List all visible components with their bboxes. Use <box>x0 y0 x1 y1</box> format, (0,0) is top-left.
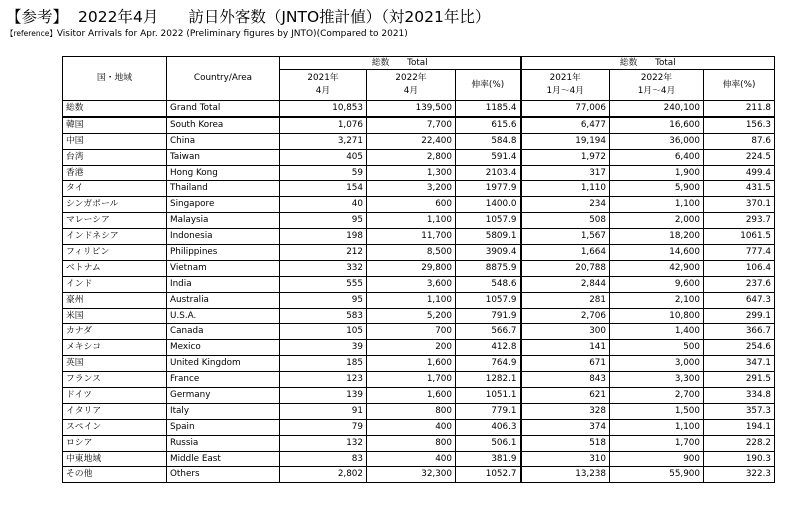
cell-2021-april: 2,802 <box>280 467 367 483</box>
cell-2021-april: 154 <box>280 181 367 197</box>
table-row <box>63 276 775 292</box>
cell-region-jp: 英国 <box>63 356 167 372</box>
cell-2022-april: 400 <box>367 451 456 467</box>
header-2021-april <box>280 70 367 101</box>
cell-2022-april: 22,400 <box>367 133 456 149</box>
header-region-jp: 国・地域 <box>63 57 167 101</box>
cell-2022-ytd: 18,200 <box>610 229 704 245</box>
table-row <box>63 197 775 213</box>
cell-2022-ytd: 3,000 <box>610 356 704 372</box>
cell-region-jp: その他 <box>63 467 167 483</box>
cell-2022-april: 5,200 <box>367 308 456 324</box>
cell-region-jp: 中東地域 <box>63 451 167 467</box>
cell-country-en: U.S.A. <box>167 308 280 324</box>
table-row <box>63 165 775 181</box>
cell-growth-ytd: 366.7 <box>704 324 775 340</box>
header-2021-ytd-year: 2021年 <box>549 73 581 83</box>
table-row <box>63 133 775 149</box>
cell-2021-ytd: 281 <box>521 292 610 308</box>
cell-2021-april: 212 <box>280 245 367 261</box>
cell-2022-april: 800 <box>367 435 456 451</box>
cell-2022-ytd: 10,800 <box>610 308 704 324</box>
cell-region-jp: 中国 <box>63 133 167 149</box>
cell-region-jp: フランス <box>63 372 167 388</box>
cell-2022-ytd: 1,900 <box>610 165 704 181</box>
cell-2021-april: 185 <box>280 356 367 372</box>
cell-2021-april: 95 <box>280 292 367 308</box>
cell-growth-ytd: 87.6 <box>704 133 775 149</box>
cell-growth-april: 584.8 <box>456 133 521 149</box>
table-row <box>63 388 775 404</box>
cell-2022-ytd: 1,700 <box>610 435 704 451</box>
cell-growth-april: 1051.1 <box>456 388 521 404</box>
cell-2022-ytd: 1,500 <box>610 403 704 419</box>
cell-2022-april: 1,100 <box>367 292 456 308</box>
cell-region-jp: ドイツ <box>63 388 167 404</box>
cell-region-jp: シンガポール <box>63 197 167 213</box>
cell-2021-ytd: 2,706 <box>521 308 610 324</box>
cell-country-en: Spain <box>167 419 280 435</box>
cell-growth-ytd: 357.3 <box>704 403 775 419</box>
cell-country-en: Italy <box>167 403 280 419</box>
subtitle-reference-tag: 【reference】 <box>6 29 57 38</box>
cell-2022-april: 1,300 <box>367 165 456 181</box>
cell-growth-ytd: 156.3 <box>704 117 775 133</box>
cell-growth-ytd: 291.5 <box>704 372 775 388</box>
cell-growth-ytd: 370.1 <box>704 197 775 213</box>
header-country-en: Country/Area <box>167 57 280 101</box>
cell-region-jp: 韓国 <box>63 117 167 133</box>
cell-2022-ytd: 240,100 <box>610 101 704 117</box>
table-row <box>63 101 775 117</box>
cell-country-en: Australia <box>167 292 280 308</box>
cell-2021-april: 405 <box>280 149 367 165</box>
cell-growth-april: 779.1 <box>456 403 521 419</box>
cell-2022-april: 700 <box>367 324 456 340</box>
table-row <box>63 340 775 356</box>
cell-2022-april: 3,200 <box>367 181 456 197</box>
cell-growth-ytd: 228.2 <box>704 435 775 451</box>
cell-growth-ytd: 334.8 <box>704 388 775 404</box>
cell-2022-ytd: 9,600 <box>610 276 704 292</box>
cell-growth-april: 1282.1 <box>456 372 521 388</box>
cell-growth-april: 1057.9 <box>456 213 521 229</box>
cell-2021-ytd: 20,788 <box>521 260 610 276</box>
cell-growth-ytd: 190.3 <box>704 451 775 467</box>
cell-2022-april: 3,600 <box>367 276 456 292</box>
cell-country-en: Russia <box>167 435 280 451</box>
cell-region-jp: イタリア <box>63 403 167 419</box>
cell-country-en: China <box>167 133 280 149</box>
title-month: 2022年4月 <box>78 8 159 26</box>
cell-region-jp: スペイン <box>63 419 167 435</box>
cell-growth-april: 1977.9 <box>456 181 521 197</box>
cell-2021-ytd: 1,567 <box>521 229 610 245</box>
subtitle-text: Visitor Arrivals for Apr. 2022 (Preliminary figures by JNTO)(Compared to 2021) <box>56 29 408 39</box>
cell-2022-ytd: 16,600 <box>610 117 704 133</box>
cell-country-en: Taiwan <box>167 149 280 165</box>
cell-2021-ytd: 508 <box>521 213 610 229</box>
table-row <box>63 229 775 245</box>
cell-2021-april: 95 <box>280 213 367 229</box>
cell-2022-ytd: 1,100 <box>610 419 704 435</box>
table-row <box>63 181 775 197</box>
cell-2021-ytd: 1,972 <box>521 149 610 165</box>
table-row <box>63 467 775 483</box>
cell-2021-ytd: 2,844 <box>521 276 610 292</box>
cell-2022-april: 29,800 <box>367 260 456 276</box>
cell-growth-april: 548.6 <box>456 276 521 292</box>
cell-region-jp: カナダ <box>63 324 167 340</box>
header-2022-april-year: 2022年 <box>395 73 427 83</box>
header-2022-ytd-year: 2022年 <box>640 73 673 83</box>
cell-2022-april: 1,600 <box>367 388 456 404</box>
cell-2021-april: 1,076 <box>280 117 367 133</box>
cell-growth-april: 1400.0 <box>456 197 521 213</box>
cell-growth-april: 2103.4 <box>456 165 521 181</box>
cell-region-jp: 豪州 <box>63 292 167 308</box>
cell-country-en: Germany <box>167 388 280 404</box>
cell-2021-ytd: 300 <box>521 324 610 340</box>
cell-2021-ytd: 1,664 <box>521 245 610 261</box>
table-row <box>63 356 775 372</box>
cell-growth-april: 1185.4 <box>456 101 521 117</box>
cell-2022-april: 32,300 <box>367 467 456 483</box>
cell-growth-ytd: 431.5 <box>704 181 775 197</box>
cell-2021-april: 132 <box>280 435 367 451</box>
cell-growth-april: 615.6 <box>456 117 521 133</box>
table-row <box>63 324 775 340</box>
cell-region-jp: 香港 <box>63 165 167 181</box>
header-total-group-ytd: 総数 Total <box>521 57 775 70</box>
cell-country-en: Others <box>167 467 280 483</box>
cell-growth-april: 1052.7 <box>456 467 521 483</box>
cell-2021-ytd: 77,006 <box>521 101 610 117</box>
cell-growth-ytd: 211.8 <box>704 101 775 117</box>
cell-2022-april: 2,800 <box>367 149 456 165</box>
cell-2022-ytd: 900 <box>610 451 704 467</box>
cell-country-en: Canada <box>167 324 280 340</box>
cell-growth-ytd: 1061.5 <box>704 229 775 245</box>
cell-growth-ytd: 194.1 <box>704 419 775 435</box>
cell-country-en: Malaysia <box>167 213 280 229</box>
cell-2022-april: 800 <box>367 403 456 419</box>
table-row <box>63 451 775 467</box>
table-row <box>63 435 775 451</box>
cell-2021-ytd: 374 <box>521 419 610 435</box>
table-row <box>63 260 775 276</box>
cell-2022-ytd: 1,100 <box>610 197 704 213</box>
table-body <box>63 101 775 483</box>
cell-growth-april: 791.9 <box>456 308 521 324</box>
table-row <box>63 149 775 165</box>
cell-growth-ytd: 254.6 <box>704 340 775 356</box>
cell-growth-ytd: 322.3 <box>704 467 775 483</box>
header-total-group-april: 総数 Total <box>280 57 521 70</box>
cell-2022-april: 1,600 <box>367 356 456 372</box>
header-2022-ytd <box>610 70 704 101</box>
header-2021-april-month: 4月 <box>315 86 331 96</box>
cell-country-en: Philippines <box>167 245 280 261</box>
header-growth-ytd: 伸率(%) <box>704 70 775 101</box>
cell-growth-ytd: 347.1 <box>704 356 775 372</box>
cell-2021-april: 10,853 <box>280 101 367 117</box>
cell-2021-ytd: 13,238 <box>521 467 610 483</box>
cell-2021-april: 91 <box>280 403 367 419</box>
cell-region-jp: 台湾 <box>63 149 167 165</box>
cell-2021-ytd: 317 <box>521 165 610 181</box>
cell-region-jp: フィリピン <box>63 245 167 261</box>
title-reference-tag: 【参考】 <box>6 8 69 26</box>
visitor-arrivals-table <box>62 56 775 483</box>
table-row <box>63 372 775 388</box>
cell-2022-ytd: 6,400 <box>610 149 704 165</box>
cell-2021-april: 105 <box>280 324 367 340</box>
table-row <box>63 308 775 324</box>
cell-growth-april: 506.1 <box>456 435 521 451</box>
cell-growth-april: 406.3 <box>456 419 521 435</box>
header-2022-ytd-months: 1月～4月 <box>637 86 676 96</box>
table-row <box>63 245 775 261</box>
cell-2022-ytd: 5,900 <box>610 181 704 197</box>
cell-region-jp: マレーシア <box>63 213 167 229</box>
page-title <box>6 5 490 27</box>
cell-country-en: France <box>167 372 280 388</box>
cell-2022-ytd: 500 <box>610 340 704 356</box>
cell-region-jp: メキシコ <box>63 340 167 356</box>
cell-growth-april: 1057.9 <box>456 292 521 308</box>
cell-country-en: India <box>167 276 280 292</box>
cell-growth-ytd: 237.6 <box>704 276 775 292</box>
cell-country-en: Middle East <box>167 451 280 467</box>
cell-2022-ytd: 36,000 <box>610 133 704 149</box>
cell-2021-ytd: 671 <box>521 356 610 372</box>
cell-region-jp: インド <box>63 276 167 292</box>
cell-2021-ytd: 843 <box>521 372 610 388</box>
cell-growth-ytd: 106.4 <box>704 260 775 276</box>
header-2022-april <box>367 70 456 101</box>
cell-2021-april: 39 <box>280 340 367 356</box>
cell-2022-ytd: 14,600 <box>610 245 704 261</box>
cell-growth-ytd: 293.7 <box>704 213 775 229</box>
cell-2021-ytd: 234 <box>521 197 610 213</box>
cell-2022-ytd: 1,400 <box>610 324 704 340</box>
cell-region-jp: 総数 <box>63 101 167 117</box>
cell-2022-ytd: 42,900 <box>610 260 704 276</box>
table-row <box>63 419 775 435</box>
cell-country-en: Thailand <box>167 181 280 197</box>
table-row <box>63 117 775 133</box>
cell-2021-april: 555 <box>280 276 367 292</box>
cell-2021-april: 198 <box>280 229 367 245</box>
cell-2021-april: 83 <box>280 451 367 467</box>
cell-2021-ytd: 141 <box>521 340 610 356</box>
cell-growth-ytd: 499.4 <box>704 165 775 181</box>
cell-growth-april: 591.4 <box>456 149 521 165</box>
cell-growth-ytd: 777.4 <box>704 245 775 261</box>
table-row <box>63 292 775 308</box>
cell-2022-april: 1,100 <box>367 213 456 229</box>
cell-growth-april: 381.9 <box>456 451 521 467</box>
cell-2022-april: 1,700 <box>367 372 456 388</box>
cell-2021-ytd: 310 <box>521 451 610 467</box>
title-main: 訪日外客数（JNTO推計値）（対2021年比） <box>188 8 491 26</box>
cell-2022-april: 400 <box>367 419 456 435</box>
header-growth-april: 伸率(%) <box>456 70 521 101</box>
cell-2022-ytd: 2,100 <box>610 292 704 308</box>
cell-2022-april: 7,700 <box>367 117 456 133</box>
cell-growth-april: 412.8 <box>456 340 521 356</box>
cell-2022-april: 8,500 <box>367 245 456 261</box>
cell-country-en: South Korea <box>167 117 280 133</box>
cell-2021-ytd: 621 <box>521 388 610 404</box>
cell-region-jp: 米国 <box>63 308 167 324</box>
cell-2021-ytd: 328 <box>521 403 610 419</box>
cell-country-en: Indonesia <box>167 229 280 245</box>
cell-region-jp: タイ <box>63 181 167 197</box>
cell-2021-april: 332 <box>280 260 367 276</box>
cell-country-en: United Kingdom <box>167 356 280 372</box>
cell-region-jp: ベトナム <box>63 260 167 276</box>
cell-2021-april: 59 <box>280 165 367 181</box>
cell-growth-ytd: 647.3 <box>704 292 775 308</box>
table-row <box>63 213 775 229</box>
cell-2021-april: 3,271 <box>280 133 367 149</box>
cell-2022-ytd: 55,900 <box>610 467 704 483</box>
cell-2022-ytd: 2,000 <box>610 213 704 229</box>
cell-2021-april: 40 <box>280 197 367 213</box>
cell-country-en: Hong Kong <box>167 165 280 181</box>
page-subtitle <box>6 28 408 39</box>
cell-2021-ytd: 6,477 <box>521 117 610 133</box>
cell-region-jp: ロシア <box>63 435 167 451</box>
cell-2022-ytd: 3,300 <box>610 372 704 388</box>
cell-country-en: Grand Total <box>167 101 280 117</box>
cell-2021-april: 139 <box>280 388 367 404</box>
cell-growth-april: 764.9 <box>456 356 521 372</box>
cell-country-en: Vietnam <box>167 260 280 276</box>
cell-region-jp: インドネシア <box>63 229 167 245</box>
cell-growth-ytd: 224.5 <box>704 149 775 165</box>
cell-2021-april: 79 <box>280 419 367 435</box>
cell-growth-april: 566.7 <box>456 324 521 340</box>
cell-growth-april: 8875.9 <box>456 260 521 276</box>
cell-2022-april: 600 <box>367 197 456 213</box>
cell-2021-ytd: 19,194 <box>521 133 610 149</box>
cell-2022-ytd: 2,700 <box>610 388 704 404</box>
header-2021-ytd <box>521 70 610 101</box>
header-2021-ytd-months: 1月～4月 <box>546 86 585 96</box>
cell-growth-april: 5809.1 <box>456 229 521 245</box>
cell-2022-april: 139,500 <box>367 101 456 117</box>
cell-2021-ytd: 518 <box>521 435 610 451</box>
cell-2021-ytd: 1,110 <box>521 181 610 197</box>
cell-2022-april: 11,700 <box>367 229 456 245</box>
cell-2022-april: 200 <box>367 340 456 356</box>
cell-2021-april: 123 <box>280 372 367 388</box>
cell-2021-april: 583 <box>280 308 367 324</box>
cell-growth-april: 3909.4 <box>456 245 521 261</box>
header-2021-april-year: 2021年 <box>307 73 339 83</box>
cell-country-en: Mexico <box>167 340 280 356</box>
header-2022-april-month: 4月 <box>403 86 419 96</box>
cell-country-en: Singapore <box>167 197 280 213</box>
table-row <box>63 403 775 419</box>
cell-growth-ytd: 299.1 <box>704 308 775 324</box>
